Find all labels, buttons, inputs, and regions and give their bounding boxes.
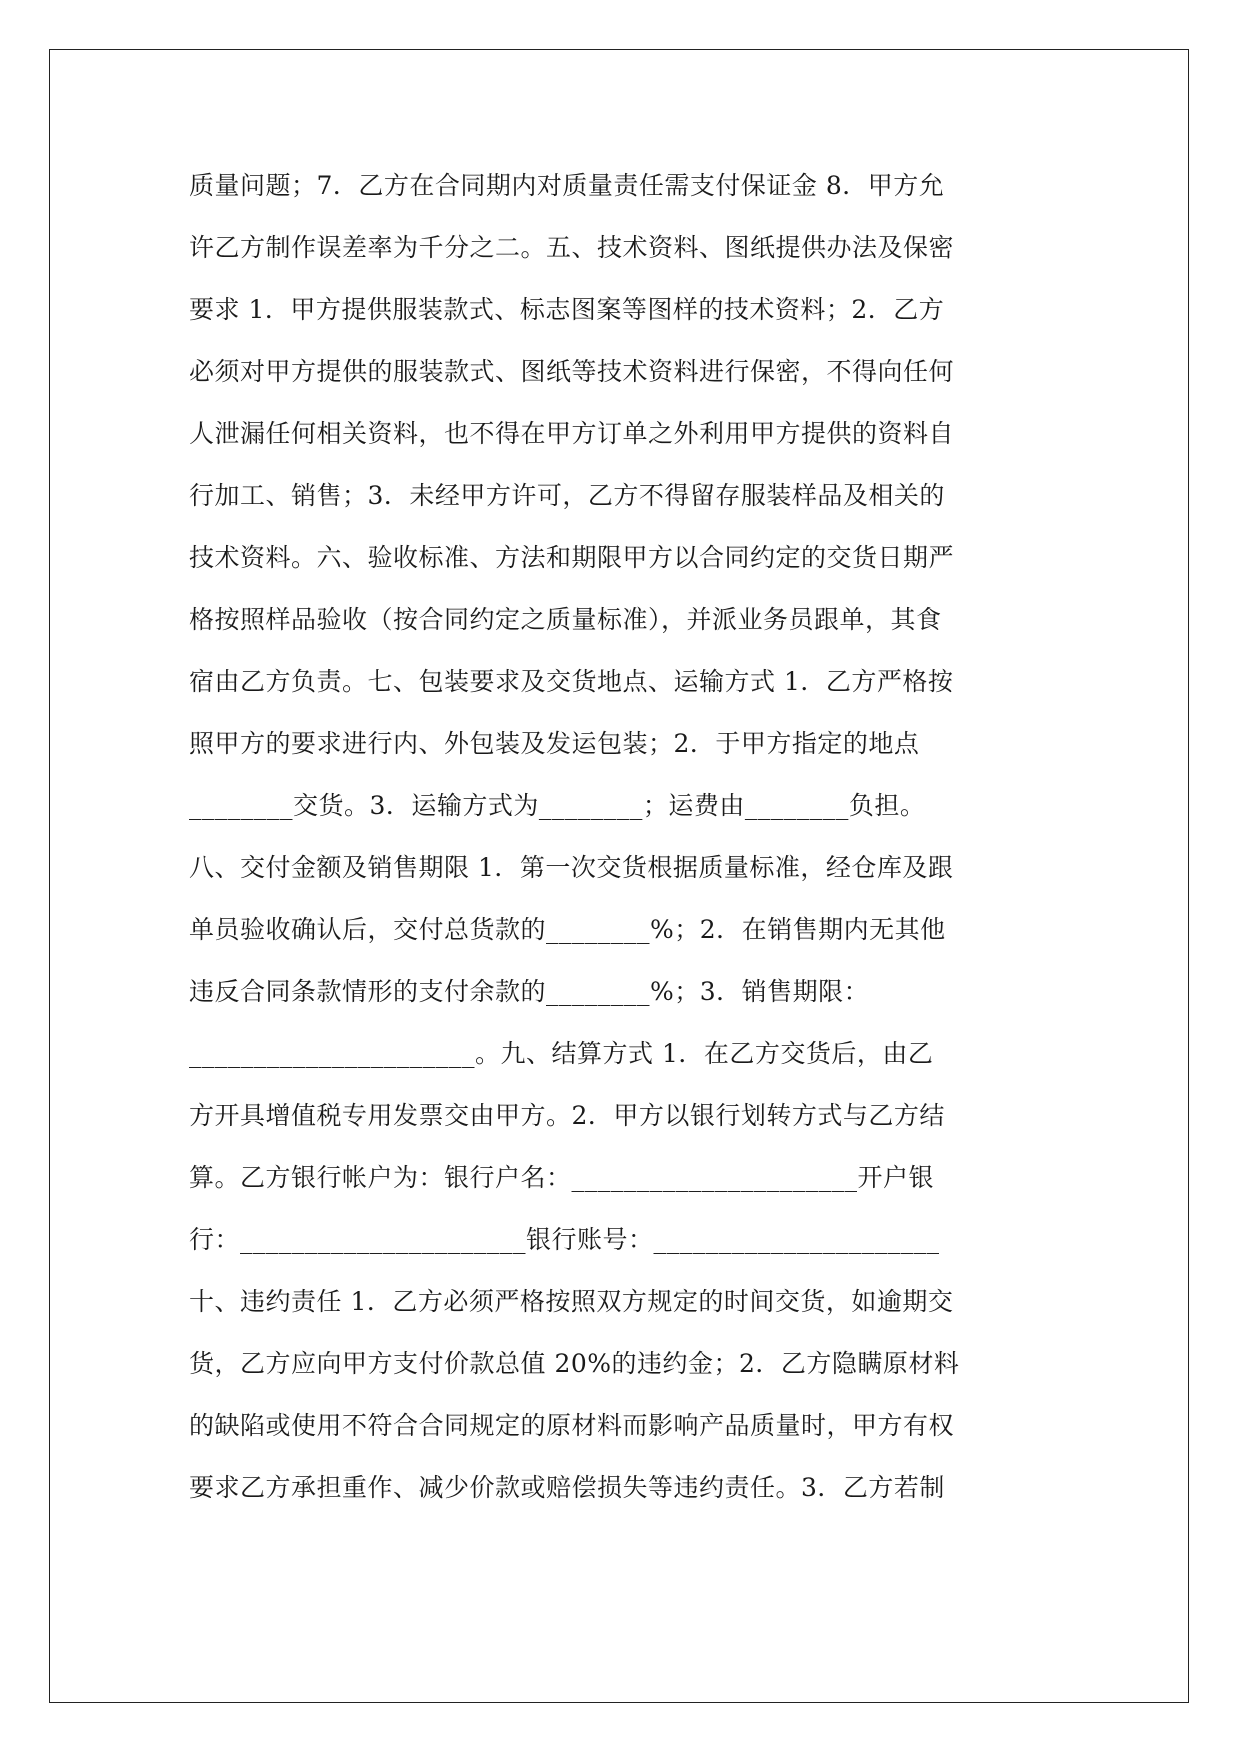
text-line: 宿由乙方负责。七、包装要求及交货地点、运输方式 1．乙方严格按 (189, 667, 954, 696)
text-line: 格按照样品验收（按合同约定之质量标准），并派业务员跟单，其食 (189, 605, 942, 634)
text-line: 十、违约责任 1．乙方必须严格按照双方规定的时间交货，如逾期交 (189, 1287, 954, 1316)
text-line: 行：______________________银行账号：______________________ (189, 1225, 940, 1254)
text-line: 技术资料。六、验收标准、方法和期限甲方以合同约定的交货日期严 (189, 543, 955, 572)
text-line: 要求 1．甲方提供服装款式、标志图案等图样的技术资料；2．乙方 (189, 295, 945, 324)
text-line: 行加工、销售；3．未经甲方许可，乙方不得留存服装样品及相关的 (189, 481, 945, 510)
text-line: ________交货。3．运输方式为________；运费由________负担。 (189, 791, 926, 820)
text-line: 质量问题；7．乙方在合同期内对质量责任需支付保证金 8．甲方允 (189, 171, 945, 200)
text-line: 方开具增值税专用发票交由甲方。2．甲方以银行划转方式与乙方结 (189, 1101, 945, 1130)
document-body (189, 155, 1059, 1519)
text-line: 的缺陷或使用不符合合同规定的原材料而影响产品质量时，甲方有权 (189, 1411, 955, 1440)
text-line: 许乙方制作误差率为千分之二。五、技术资料、图纸提供办法及保密 (189, 233, 955, 262)
text-line: 人泄漏任何相关资料，也不得在甲方订单之外利用甲方提供的资料自 (189, 419, 955, 448)
text-line: 要求乙方承担重作、减少价款或赔偿损失等违约责任。3．乙方若制 (189, 1473, 945, 1502)
text-line: 八、交付金额及销售期限 1．第一次交货根据质量标准，经仓库及跟 (189, 853, 954, 882)
text-line: 货，乙方应向甲方支付价款总值 20%的违约金；2．乙方隐瞒原材料 (189, 1349, 960, 1378)
text-line: 单员验收确认后，交付总货款的________%；2．在销售期内无其他 (189, 915, 946, 944)
text-line: ______________________。九、结算方式 1．在乙方交货后，由乙 (189, 1039, 934, 1068)
text-line: 必须对甲方提供的服装款式、图纸等技术资料进行保密，不得向任何 (189, 357, 955, 386)
text-line: 照甲方的要求进行内、外包装及发运包装；2．于甲方指定的地点 (189, 729, 920, 758)
text-line: 算。乙方银行帐户为：银行户名：______________________开户银 (189, 1163, 935, 1192)
text-line: 违反合同条款情形的支付余款的________%；3．销售期限： (189, 977, 870, 1006)
